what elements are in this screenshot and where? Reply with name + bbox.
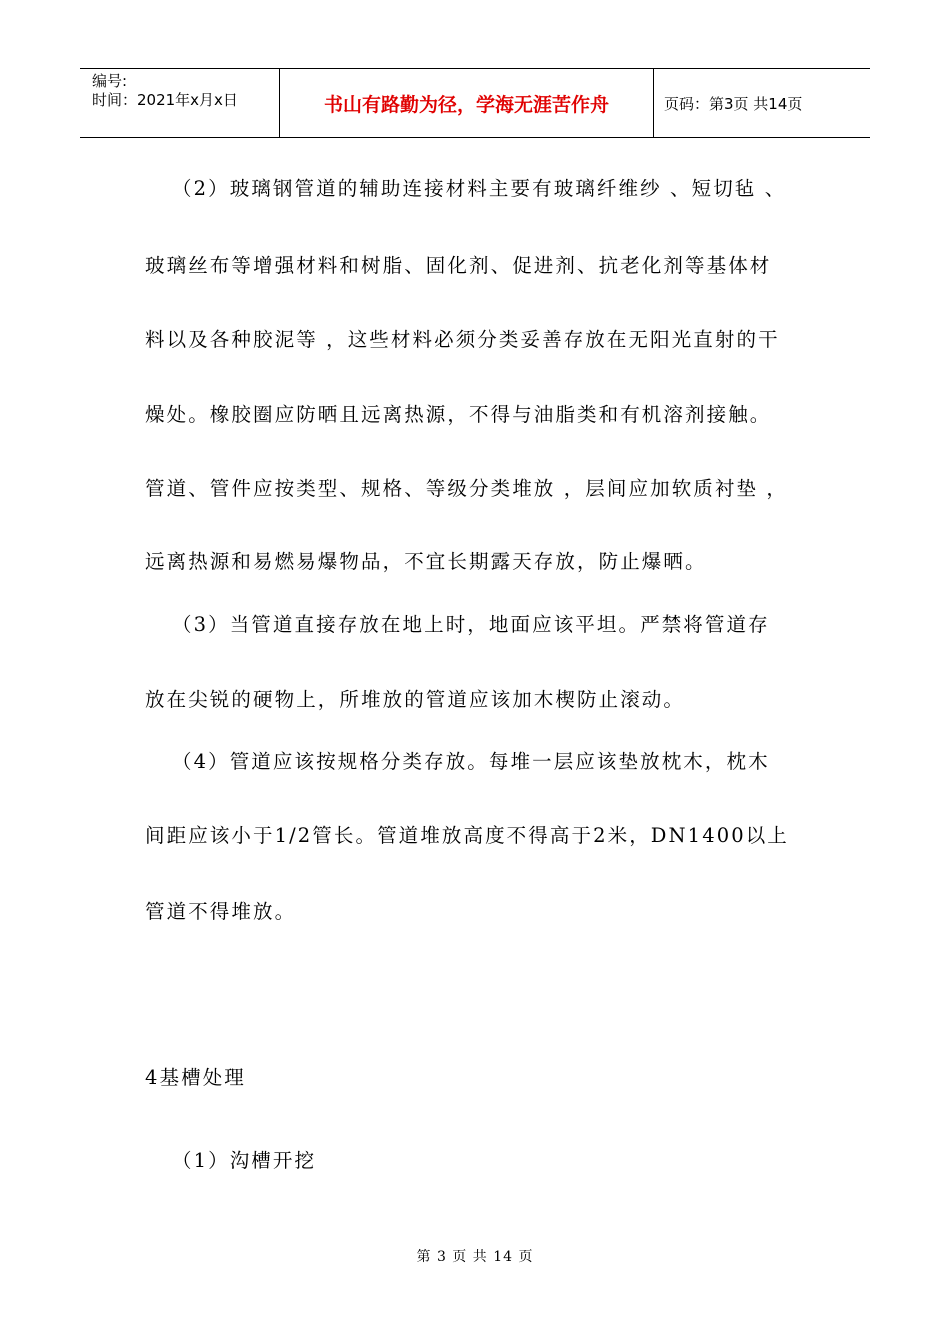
header-motto: 书山有路勤为径，学海无涯苦作舟: [280, 69, 654, 137]
header-meta: [80, 69, 280, 137]
section-heading: 4基槽处理: [145, 1066, 246, 1089]
paragraph-line: 管道、管件应按类型、规格、等级分类堆放 ，层间应加软质衬垫 ，: [145, 477, 788, 500]
subsection-heading: （1）沟槽开挖: [172, 1149, 317, 1172]
paragraph-line: 间距应该小于1/2管长。管道堆放高度不得高于2米，DN1400以上: [145, 824, 789, 847]
paragraph-line: （3）当管道直接存放在地上时，地面应该平坦。严禁将管道存: [172, 613, 770, 636]
paragraph-line: 远离热源和易燃易爆物品，不宜长期露天存放，防止爆晒。: [145, 550, 707, 573]
paragraph-line: （4）管道应该按规格分类存放。每堆一层应该垫放枕木，枕木: [172, 750, 770, 773]
paragraph-line: 放在尖锐的硬物上，所堆放的管道应该加木楔防止滚动。: [145, 688, 686, 711]
paragraph-line: 料以及各种胶泥等 ，这些材料必须分类妥善存放在无阳光直射的干: [145, 328, 780, 351]
header-page-info: 页码：第3页 共14页: [664, 94, 803, 113]
paragraph-line: 玻璃丝布等增强材料和树脂、固化剂、促进剂、抗老化剂等基体材: [145, 254, 772, 277]
number-label: 编号:: [92, 72, 128, 90]
page-footer: 第 3 页 共 14 页: [416, 1249, 534, 1265]
paragraph-line: （2）玻璃钢管道的辅助连接材料主要有玻璃纤维纱 、短切毡 、: [172, 177, 787, 200]
document-header: [80, 68, 870, 138]
paragraph-line: 管道不得堆放。: [145, 900, 297, 923]
paragraph-line: 燥处。橡胶圈应防晒且远离热源，不得与油脂类和有机溶剂接触。: [145, 403, 772, 426]
date-line: 时间：2021年x月x日: [92, 91, 238, 109]
